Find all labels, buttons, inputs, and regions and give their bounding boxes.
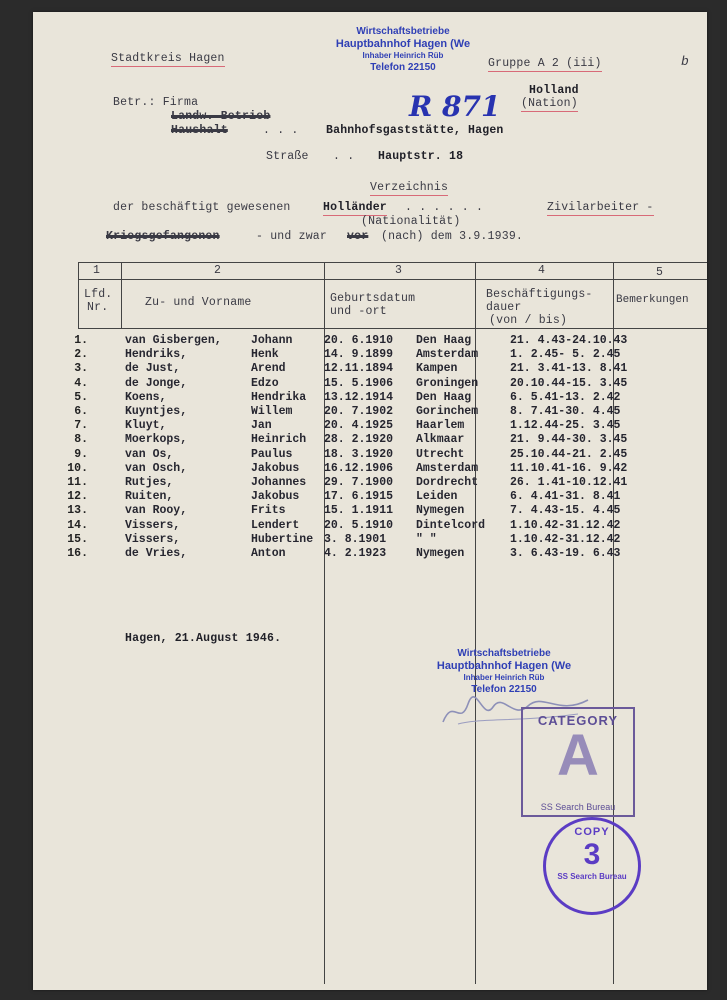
cell-birth: 4. 2.1923	[324, 547, 387, 560]
cell-surname: Vissers,	[125, 518, 181, 532]
document-page	[33, 12, 707, 990]
stamp-line: Wirtschaftsbetriebe	[457, 648, 551, 659]
category-stamp	[521, 707, 635, 817]
stamp-line: Inhaber Heinrich Rüb	[463, 673, 545, 682]
cell-period: 1. 2.45- 5. 2.45	[510, 348, 621, 362]
cell-nr: 15.	[67, 532, 88, 546]
cell-birth: 13.12.1914	[324, 390, 394, 404]
cell-first: Edzo	[251, 376, 279, 390]
cell-period: 1.10.42-31.12.42	[510, 532, 621, 546]
cell-period: 1.12.44-25. 3.45	[510, 419, 621, 433]
cell-first: Heinrich	[251, 433, 307, 447]
cell-birth: 20. 7.1902	[324, 405, 394, 418]
cell-nr: 11.	[67, 476, 88, 489]
cell-surname: Moerkops,	[125, 433, 188, 447]
cell-nr: 7.	[74, 419, 88, 433]
stamp-line: Inhaber Heinrich Rüb	[362, 51, 444, 60]
group-label: Gruppe A 2 (iii)	[488, 57, 602, 70]
cell-birth: 28. 2.1920	[324, 433, 394, 447]
cell-birth: 17. 6.1915	[324, 490, 394, 504]
header-emp-1: Beschäftigungs-	[486, 288, 593, 301]
cell-period: 20.10.44-15. 3.45	[510, 376, 628, 390]
dots: . . .	[263, 124, 299, 137]
cell-birth: 12.11.1894	[324, 362, 394, 376]
cell-period: 7. 4.43-15. 4.45	[510, 504, 621, 518]
stamp-line: Hauptbahnhof Hagen (We	[436, 660, 572, 672]
cell-nr: 4.	[74, 376, 88, 390]
category-letter: A	[557, 723, 599, 788]
cell-nr: 12.	[67, 490, 88, 504]
header-nr: Nr.	[87, 301, 109, 314]
cell-nr: 16.	[67, 547, 88, 560]
struck-firm-type: Landw. Betrieb	[171, 110, 271, 123]
cell-period: 8. 7.41-30. 4.45	[510, 405, 621, 418]
stamp-line: Wirtschaftsbetriebe	[356, 26, 450, 37]
cell-first: Johannes	[251, 476, 307, 489]
cell-period: 11.10.41-16. 9.42	[510, 461, 628, 475]
header-emp-2: dauer	[486, 301, 522, 314]
cell-birth: 20. 5.1910	[324, 518, 394, 532]
cell-place: Groningen	[416, 376, 479, 390]
cell-place: Haarlem	[416, 419, 465, 433]
header-name: Zu- und Vorname	[145, 296, 252, 309]
struck-before: vor	[347, 230, 369, 243]
cell-surname: de Just,	[125, 362, 181, 376]
cell-first: Anton	[251, 547, 286, 560]
company-stamp-bottom	[419, 648, 589, 696]
struck-firm-type-2: Haushalt	[171, 124, 228, 137]
cell-first: Jan	[251, 419, 272, 433]
dots: . . . . . .	[405, 201, 484, 214]
cell-place: Leiden	[416, 490, 458, 504]
cell-place: " "	[416, 532, 437, 546]
cell-period: 21. 9.44-30. 3.45	[510, 433, 628, 447]
cell-place: Amsterdam	[416, 348, 479, 362]
cell-nr: 3.	[74, 362, 88, 376]
place-date: Hagen, 21.August 1946.	[125, 632, 282, 645]
cell-first: Jakobus	[251, 461, 300, 475]
cell-place: Kampen	[416, 362, 458, 376]
cell-birth: 15. 5.1906	[324, 376, 394, 390]
col-line	[475, 262, 476, 984]
cell-surname: Hendriks,	[125, 348, 188, 362]
header-birth-2: und -ort	[330, 305, 387, 318]
stamp-line: Telefon 22150	[370, 62, 436, 73]
cell-period: 3. 6.43-19. 6.43	[510, 547, 621, 560]
nation-value: Holland	[529, 84, 579, 97]
document-title: Verzeichnis	[370, 181, 449, 194]
stamp-line: Telefon 22150	[471, 684, 537, 695]
header-lfd: Lfd.	[84, 288, 113, 301]
street-value: Hauptstr. 18	[378, 150, 464, 163]
copy-footer: SS Search Bureau	[557, 872, 627, 881]
cell-place: Gorinchem	[416, 405, 479, 418]
cell-nr: 10.	[67, 461, 88, 475]
cell-nr: 6.	[74, 405, 88, 418]
cell-birth: 3. 8.1901	[324, 532, 387, 546]
cell-nr: 5.	[74, 390, 88, 404]
cell-first: Paulus	[251, 447, 293, 461]
cell-nr: 13.	[67, 504, 88, 518]
cell-first: Henk	[251, 348, 279, 362]
cell-nr: 1.	[74, 334, 88, 347]
cell-period: 6. 4.41-31. 8.41	[510, 490, 621, 504]
header-remarks: Bemerkungen	[616, 294, 689, 306]
nationality-value: Holländer	[323, 201, 387, 214]
cell-place: Nymegen	[416, 547, 465, 560]
col-number-3: 3	[395, 264, 403, 277]
stamp-line: Hauptbahnhof Hagen (We	[335, 38, 471, 50]
intro-text: der beschäftigt gewesenen	[113, 201, 291, 214]
cell-period: 21. 3.41-13. 8.41	[510, 362, 628, 376]
cell-place: Den Haag	[416, 390, 472, 404]
cell-place: Utrecht	[416, 447, 465, 461]
cell-surname: van Rooy,	[125, 504, 188, 518]
cell-nr: 9.	[74, 447, 88, 461]
category-title: CATEGORY	[537, 713, 619, 728]
col-number-2: 2	[214, 264, 222, 277]
worker-type: Zivilarbeiter -	[547, 201, 654, 214]
cell-period: 21. 4.43-24.10.43	[510, 334, 628, 347]
cell-first: Frits	[251, 504, 286, 518]
cell-birth: 16.12.1906	[324, 461, 394, 475]
col-line	[121, 262, 122, 329]
cell-first: Willem	[251, 405, 293, 418]
cell-birth: 14. 9.1899	[324, 348, 394, 362]
cell-period: 1.10.42-31.12.42	[510, 518, 621, 532]
cell-first: Hubertine	[251, 532, 314, 546]
cell-place: Amsterdam	[416, 461, 479, 475]
cell-nr: 2.	[74, 348, 88, 362]
cell-birth: 18. 3.1920	[324, 447, 394, 461]
copy-stamp	[543, 817, 641, 915]
cell-surname: Vissers,	[125, 532, 181, 546]
cell-place: Nymegen	[416, 504, 465, 518]
col-number-1: 1	[93, 264, 101, 277]
cell-surname: Kluyt,	[125, 419, 167, 433]
cell-surname: Ruiten,	[125, 490, 174, 504]
cell-nr: 8.	[74, 433, 88, 447]
betr-label: Betr.: Firma	[113, 96, 199, 109]
col-number-5: 5	[656, 266, 664, 279]
cell-surname: de Vries,	[125, 547, 188, 560]
cell-surname: van Osch,	[125, 461, 188, 475]
header-birth-1: Geburtsdatum	[330, 292, 416, 305]
cell-surname: Rutjes,	[125, 476, 174, 489]
pencil-mark: b	[681, 54, 690, 69]
cell-place: Den Haag	[416, 334, 472, 347]
header-emp-3: (von / bis)	[489, 314, 568, 327]
cell-place: Dordrecht	[416, 476, 479, 489]
cell-first: Johann	[251, 334, 293, 347]
cell-birth: 29. 7.1900	[324, 476, 394, 489]
cell-surname: van Gisbergen,	[125, 334, 222, 347]
struck-pow: Kriegsgefangenen	[106, 230, 220, 243]
cell-place: Alkmaar	[416, 433, 465, 447]
after-date: (nach) dem 3.9.1939.	[381, 230, 524, 243]
nationality-label: (Nationalität)	[361, 215, 461, 228]
street-label: Straße	[266, 150, 309, 163]
copy-title: COPY	[574, 826, 610, 838]
company-stamp-top	[318, 26, 488, 74]
cell-period: 26. 1.41-10.12.41	[510, 476, 628, 489]
city-label: Stadtkreis Hagen	[111, 52, 225, 65]
cell-birth: 20. 4.1925	[324, 419, 394, 433]
dots: . .	[333, 150, 355, 163]
col-number-4: 4	[538, 264, 546, 277]
cell-surname: de Jonge,	[125, 376, 188, 390]
cell-birth: 15. 1.1911	[324, 504, 394, 518]
and-namely: - und zwar	[256, 230, 328, 243]
cell-nr: 14.	[67, 518, 88, 532]
cell-first: Lendert	[251, 518, 300, 532]
firm-name: Bahnhofsgaststätte, Hagen	[326, 124, 504, 137]
nation-label: (Nation)	[521, 97, 578, 110]
cell-first: Jakobus	[251, 490, 300, 504]
cell-birth: 20. 6.1910	[324, 334, 394, 347]
cell-place: Dintelcord	[416, 518, 486, 532]
cell-first: Arend	[251, 362, 286, 376]
cell-surname: van Os,	[125, 447, 174, 461]
category-footer: SS Search Bureau	[540, 802, 616, 812]
cell-surname: Kuyntjes,	[125, 405, 188, 418]
cell-surname: Koens,	[125, 390, 167, 404]
cell-period: 25.10.44-21. 2.45	[510, 447, 628, 461]
cell-first: Hendrika	[251, 390, 307, 404]
handwritten-reference: R 871	[409, 90, 501, 123]
copy-number: 3	[583, 838, 601, 871]
cell-period: 6. 5.41-13. 2.42	[510, 390, 621, 404]
col-line	[78, 262, 79, 329]
